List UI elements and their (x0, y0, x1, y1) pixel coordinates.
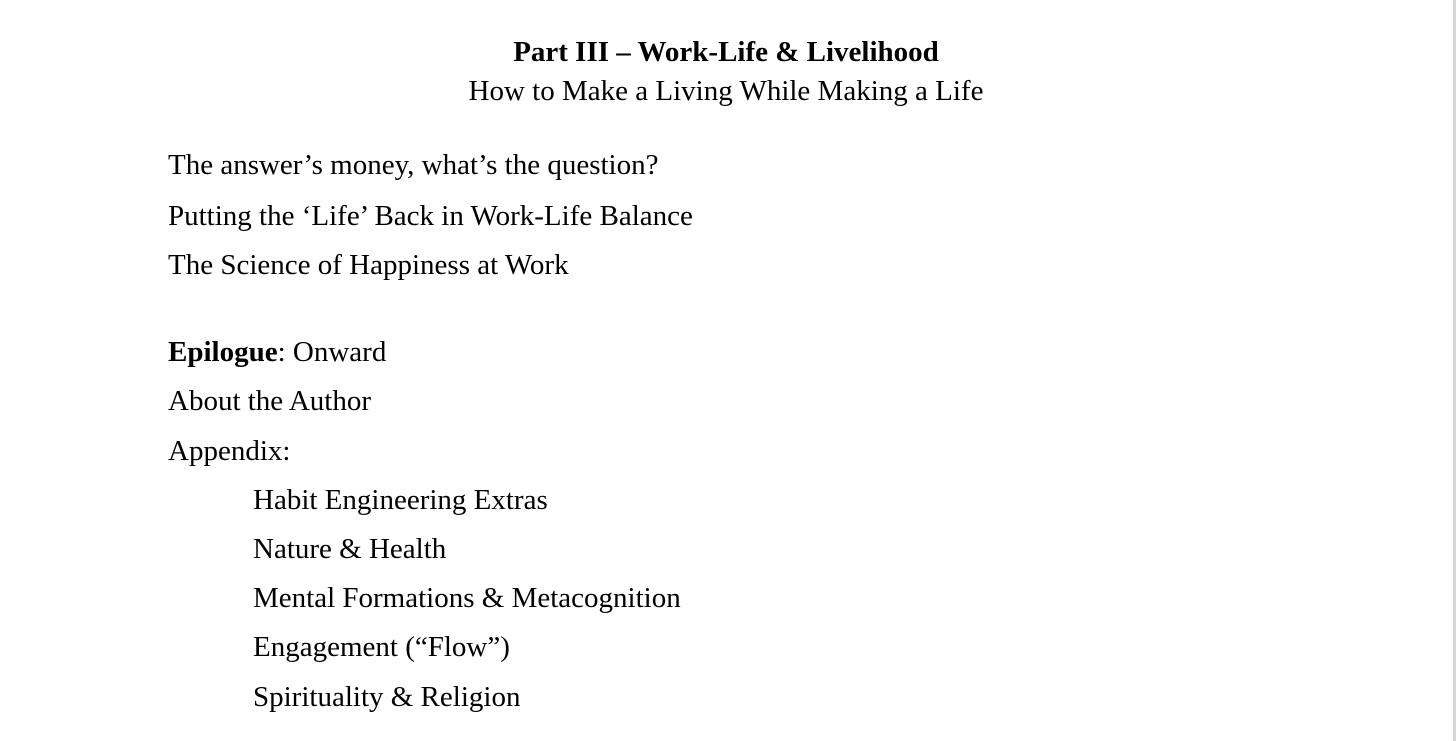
about-author-entry: About the Author (168, 385, 371, 417)
appendix-item: Engagement (“Flow”) (253, 631, 510, 663)
part-subtitle: How to Make a Living While Making a Life (468, 75, 984, 107)
part-title: Part III – Work-Life & Livelihood (513, 36, 939, 68)
appendix-item: Nature & Health (253, 533, 447, 565)
appendix-label: Appendix: (168, 435, 291, 467)
appendix-item: Mental Formations & Metacognition (253, 582, 681, 614)
epilogue-label: Epilogue (168, 336, 278, 368)
epilogue-title: : Onward (277, 336, 387, 368)
appendix-item: Habit Engineering Extras (253, 484, 548, 516)
chapter-entry: The Science of Happiness at Work (168, 249, 569, 281)
appendix-item: Spirituality & Religion (253, 681, 521, 713)
chapter-entry: The answer’s money, what’s the question? (168, 149, 659, 181)
epilogue-entry (168, 332, 386, 372)
chapter-entry: Putting the ‘Life’ Back in Work-Life Balance (168, 200, 693, 232)
